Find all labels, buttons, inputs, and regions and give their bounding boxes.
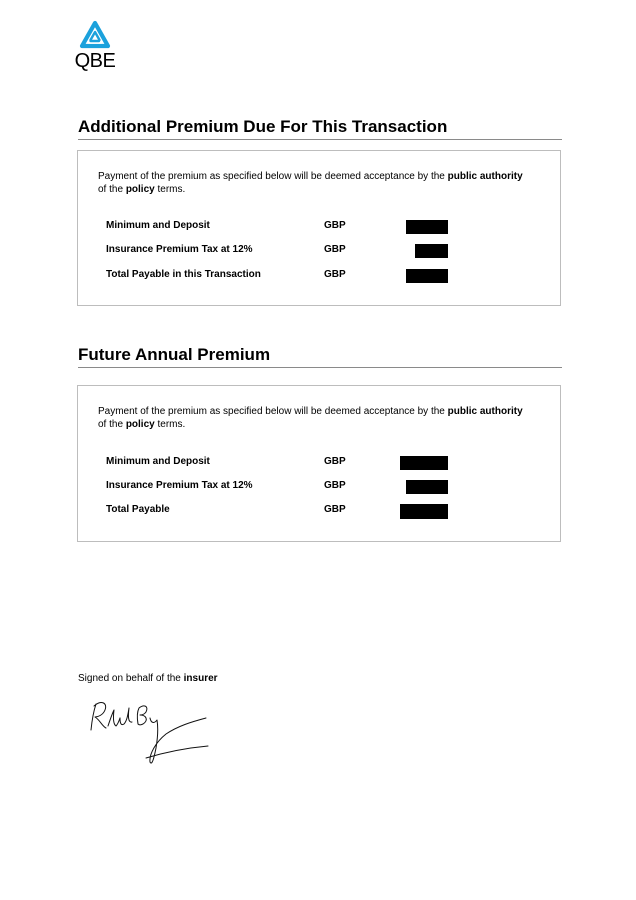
row-label: Total Payable in this Transaction	[106, 269, 261, 280]
row-minimum-deposit	[106, 455, 448, 469]
signed-on-behalf-text: Signed on behalf of the insurer	[78, 673, 218, 684]
redacted-amount	[406, 480, 448, 494]
premium-intro-text: Payment of the premium as specified below will be deemed acceptance by the public authority of the policy terms.	[98, 406, 523, 430]
premium-intro-text: Payment of the premium as specified below will be deemed acceptance by the public authority of the policy terms.	[98, 171, 523, 195]
redacted-amount	[406, 269, 448, 283]
logo-text: QBE	[74, 50, 116, 72]
row-insurance-tax	[106, 243, 448, 257]
row-total-payable	[106, 503, 448, 517]
additional-premium-box	[77, 150, 561, 306]
row-label: Minimum and Deposit	[106, 220, 210, 231]
section-title-additional-premium: Additional Premium Due For This Transaction	[78, 117, 562, 140]
section-title-future-premium: Future Annual Premium	[78, 345, 562, 368]
future-premium-box	[77, 385, 561, 542]
row-currency: GBP	[324, 456, 346, 467]
row-minimum-deposit	[106, 219, 448, 233]
row-currency: GBP	[324, 220, 346, 231]
signature-image	[86, 696, 216, 776]
row-label: Insurance Premium Tax at 12%	[106, 480, 253, 491]
row-label: Minimum and Deposit	[106, 456, 210, 467]
row-currency: GBP	[324, 244, 346, 255]
row-currency: GBP	[324, 480, 346, 491]
redacted-amount	[400, 456, 448, 470]
row-currency: GBP	[324, 269, 346, 280]
qbe-knot-icon	[79, 20, 111, 50]
row-insurance-tax	[106, 479, 448, 493]
redacted-amount	[415, 244, 448, 258]
row-currency: GBP	[324, 504, 346, 515]
row-total-payable	[106, 268, 448, 282]
row-label: Total Payable	[106, 504, 170, 515]
redacted-amount	[406, 220, 448, 234]
row-label: Insurance Premium Tax at 12%	[106, 244, 253, 255]
qbe-logo	[72, 20, 118, 74]
redacted-amount	[400, 504, 448, 519]
